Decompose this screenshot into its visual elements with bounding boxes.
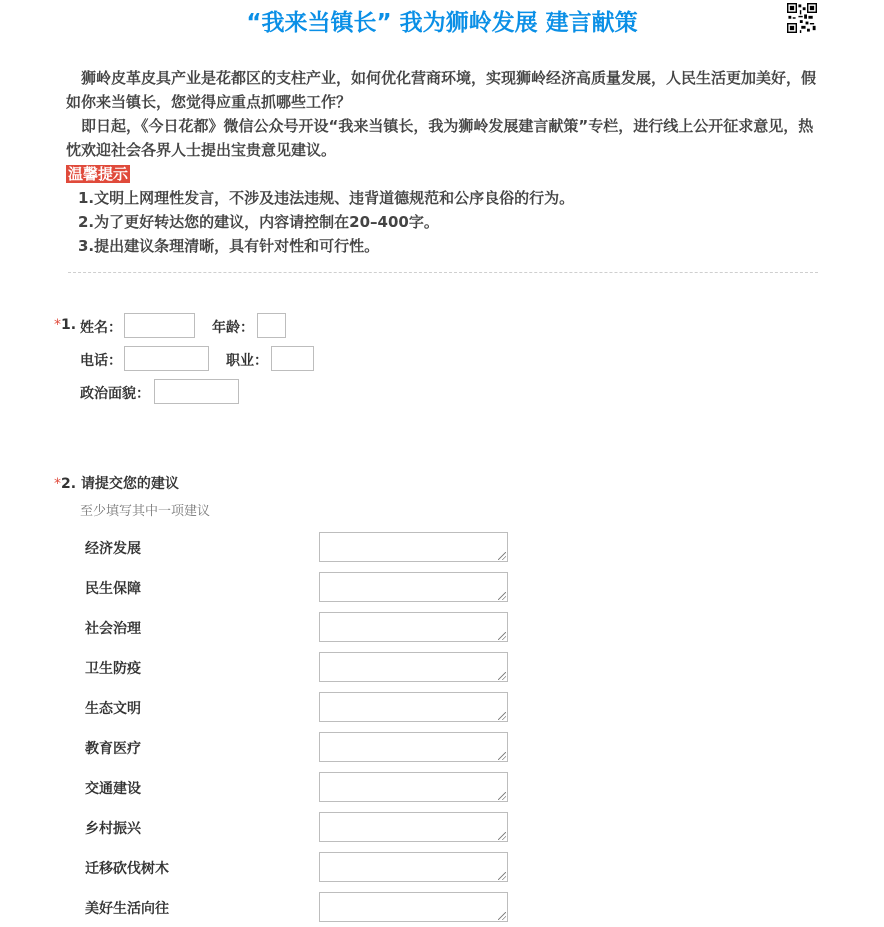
suggestion-textarea-governance[interactable] — [319, 612, 508, 642]
job-label: 职业： — [226, 353, 268, 369]
suggestion-textarea-livelihood[interactable] — [319, 572, 508, 602]
name-label: 姓名： — [80, 320, 122, 336]
category-label: 交通建设 — [85, 781, 141, 797]
age-input[interactable] — [257, 313, 286, 338]
phone-label: 电话： — [80, 353, 122, 369]
suggestion-textarea-trees[interactable] — [319, 852, 508, 882]
rule-item: 1.文明上网理性发言，不涉及违法违规、违背道德规范和公序良俗的行为。 — [78, 189, 575, 207]
suggestion-textarea-education[interactable] — [319, 732, 508, 762]
politics-label: 政治面貌： — [80, 386, 150, 402]
suggestion-textarea-economy[interactable] — [319, 532, 508, 562]
rules-list — [66, 186, 826, 258]
section-divider — [68, 272, 818, 273]
resize-grip-icon[interactable] — [498, 592, 506, 600]
tip-badge: 温馨提示 — [68, 165, 129, 183]
intro-paragraph-1: 狮岭皮革皮具产业是花都区的支柱产业，如何优化营商环境，实现狮岭经济高质量发展，人民生活更加美好，假如你来当镇长，您觉得应重点抓哪些工作？ — [66, 69, 817, 111]
politics-input[interactable] — [154, 379, 239, 404]
q2-number: 2. — [61, 476, 77, 492]
category-label: 生态文明 — [85, 701, 141, 717]
required-mark: * — [54, 317, 61, 333]
category-label: 教育医疗 — [85, 741, 141, 757]
required-mark: * — [54, 476, 61, 492]
suggestion-textarea-ecology[interactable] — [319, 692, 508, 722]
category-label: 迁移砍伐树木 — [85, 861, 169, 877]
intro-paragraph-2: 即日起，《今日花都》微信公众号开设“我来当镇长，我为狮岭发展建言献策”专栏，进行线上公开征求意见，热忱欢迎社会各界人士提出宝贵意见建议。 — [66, 117, 814, 159]
resize-grip-icon[interactable] — [498, 632, 506, 640]
suggestion-textarea-transport[interactable] — [319, 772, 508, 802]
name-input[interactable] — [124, 313, 195, 338]
resize-grip-icon[interactable] — [498, 752, 506, 760]
q1-number: 1. — [61, 317, 77, 333]
q2-title: 请提交您的建议 — [80, 476, 179, 492]
resize-grip-icon[interactable] — [498, 792, 506, 800]
rule-item: 3.提出建议条理清晰，具有针对性和可行性。 — [78, 237, 380, 255]
question-2-title — [54, 473, 179, 493]
question-1-number — [54, 317, 76, 333]
category-label: 社会治理 — [85, 621, 141, 637]
resize-grip-icon[interactable] — [498, 672, 506, 680]
category-label: 卫生防疫 — [85, 661, 141, 677]
resize-grip-icon[interactable] — [498, 912, 506, 920]
qr-code-icon — [787, 3, 817, 33]
age-label: 年龄： — [212, 320, 254, 336]
q2-hint: 至少填写其中一项建议 — [80, 504, 211, 519]
intro-section — [66, 66, 826, 258]
category-label: 乡村振兴 — [85, 821, 141, 837]
phone-input[interactable] — [124, 346, 209, 371]
resize-grip-icon[interactable] — [498, 712, 506, 720]
job-input[interactable] — [271, 346, 314, 371]
suggestion-textarea-better-life[interactable] — [319, 892, 508, 922]
tips-header — [66, 162, 826, 186]
resize-grip-icon[interactable] — [498, 552, 506, 560]
category-label: 民生保障 — [85, 581, 141, 597]
suggestion-textarea-rural[interactable] — [319, 812, 508, 842]
resize-grip-icon[interactable] — [498, 872, 506, 880]
category-label: 经济发展 — [85, 541, 141, 557]
resize-grip-icon[interactable] — [498, 832, 506, 840]
suggestion-textarea-epidemic[interactable] — [319, 652, 508, 682]
category-label: 美好生活向往 — [85, 901, 169, 917]
page-title: “我来当镇长” 我为狮岭发展 建言献策 — [246, 10, 638, 36]
rule-item: 2.为了更好转达您的建议，内容请控制在20–400字。 — [78, 213, 439, 231]
